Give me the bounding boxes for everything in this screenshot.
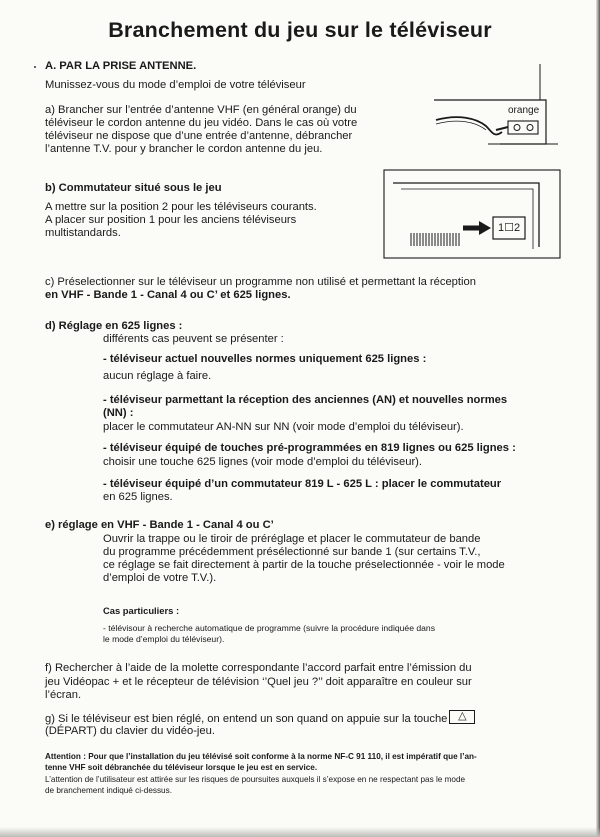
para-f-line: jeu Vidéopac + et le récepteur de télévision ‘’Quel jeu ?’’ doit apparaître en couleur sur (45, 676, 472, 688)
special-cases-line: le mode d’emploi du téléviseur). (103, 634, 225, 644)
para-g-text: g) Si le téléviseur est bien réglé, on entend un son quand on appuie sur la touche (45, 713, 448, 725)
para-b-heading: b) Commutateur situé sous le jeu (45, 182, 222, 194)
antenna-connection-figure (428, 60, 560, 160)
para-e-heading: e) réglage en VHF - Bande 1 - Canal 4 ou C’ (45, 519, 274, 531)
para-d-heading: d) Réglage en 625 lignes : (45, 320, 183, 332)
para-b-line: A placer sur position 1 pour les anciens téléviseurs (45, 214, 297, 226)
para-b-line: multistandards. (45, 227, 121, 239)
para-f-line: f) Rechercher à l’aide de la molette correspondante l’accord parfait entre l’émission du (45, 662, 472, 674)
para-a-line: a) Brancher sur l’entrée d’antenne VHF (en général orange) du (45, 104, 357, 116)
switch-figure (383, 169, 561, 259)
start-key-box (449, 710, 475, 724)
figure1-orange-label: orange (508, 105, 540, 116)
section-a-intro: Munissez-vous du mode d’emploi de votre téléviseur (45, 79, 306, 91)
attention-line: de branchement indiqué ci-dessus. (45, 786, 172, 795)
page-edge-shadow (596, 0, 600, 837)
tv-back-illustration (428, 60, 560, 160)
para-d-item: aucun réglage à faire. (103, 370, 212, 382)
para-d-item: en 625 lignes. (103, 491, 173, 503)
para-a-line: l’antenne T.V. pour y brancher le cordon antenne du jeu. (45, 143, 323, 155)
para-d-item: - téléviseur équipé d’un commutateur 819 L - 625 L : placer le commutateur (103, 478, 502, 490)
attention-line: tenne VHF soit débranchée du téléviseur lorsque le jeu est en service. (45, 763, 318, 772)
para-a-line: téléviseur le cordon antenne du jeu vidéo. Dans le cas où votre (45, 117, 358, 129)
triangle-key-icon: △ (458, 710, 467, 722)
page-title: Branchement du jeu sur le téléviseur (108, 18, 492, 42)
para-c-line: c) Préselectionner sur le téléviseur un programme non utilisé et permettant la réception (45, 276, 476, 288)
page-bottom-shadow (0, 827, 600, 837)
para-d-item: - téléviseur équipé de touches pré-programmées en 819 lignes ou 625 lignes : (103, 442, 516, 454)
para-d-sub: différents cas peuvent se présenter : (103, 333, 284, 345)
para-a-line: téléviseur ne dispose que d’une entrée d’antenne, débrancher (45, 130, 353, 142)
para-c-line: en VHF - Bande 1 - Canal 4 ou C’ et 625 lignes. (45, 289, 291, 301)
para-d-item: (NN) : (103, 407, 134, 419)
para-e-line: Ouvrir la trappe ou le tiroir de préréglage et placer le commutateur de bande (103, 533, 481, 545)
bullet-dot (34, 66, 36, 68)
special-cases-line: - télévisour à recherche automatique de programme (suivre la procédure indiquée dans (103, 623, 435, 633)
para-d-item: - téléviseur parmettant la réception des anciennes (AN) et nouvelles normes (103, 394, 508, 406)
para-e-line: d’emploi de votre T.V.). (103, 572, 217, 584)
para-f-line: l’écran. (45, 689, 82, 701)
console-underside-illustration (383, 169, 561, 259)
section-a-heading: A. PAR LA PRISE ANTENNE. (45, 60, 197, 72)
para-g-line: (DÉPART) du clavier du vidéo-jeu. (45, 725, 215, 737)
switch-position-label: 1☐2 (498, 222, 521, 234)
para-e-line: ce réglage se fait directement à partir de la touche préselectionnée - voir le mode (103, 559, 505, 571)
attention-line: Attention : Pour que l’installation du jeu télévisé soit conforme à la norme NF-C 91 110, il est impératif que l’an- (45, 752, 477, 761)
para-b-line: A mettre sur la position 2 pour les téléviseurs courants. (45, 201, 317, 213)
para-d-item: - téléviseur actuel nouvelles normes uniquement 625 lignes : (103, 353, 427, 365)
para-d-item: placer le commutateur AN-NN sur NN (voir mode d’emploi du téléviseur). (103, 421, 464, 433)
para-d-item: choisir une touche 625 lignes (voir mode d’emploi du téléviseur). (103, 456, 423, 468)
para-e-line: du programme précédemment présélectionné sur bande 1 (sur certains T.V., (103, 546, 481, 558)
attention-line: L’attention de l’utilisateur est attirée sur les risques de poursuites auxquels il s’expose en ne respectant pas le mode (45, 775, 466, 784)
special-cases-heading: Cas particuliers : (103, 605, 180, 616)
